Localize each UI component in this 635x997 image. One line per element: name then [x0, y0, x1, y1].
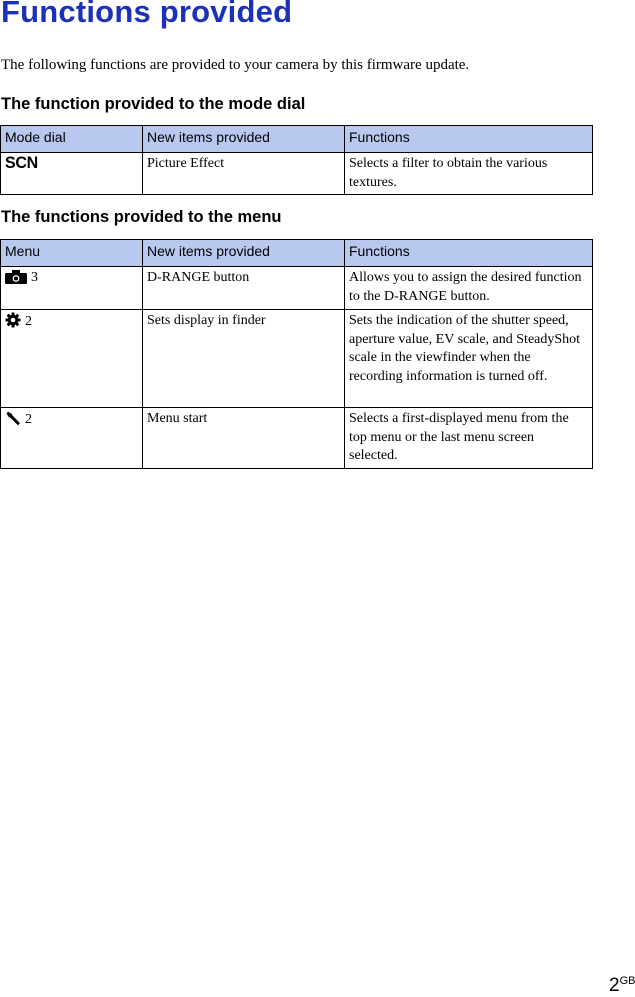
item-cell: Sets display in finder	[143, 310, 345, 408]
menu-page-number: 2	[25, 412, 32, 427]
scn-mode-label: SCN	[5, 154, 38, 173]
item-cell: Picture Effect	[143, 153, 345, 195]
mode-dial-table	[0, 125, 593, 195]
column-header: New items provided	[143, 126, 345, 153]
function-cell: Selects a filter to obtain the various textures.	[345, 153, 593, 195]
function-cell: Selects a first-displayed menu from the top menu or the last menu screen selected.	[345, 408, 593, 469]
table-row	[1, 153, 593, 195]
column-header: Functions	[345, 126, 593, 153]
table-header-row	[1, 240, 593, 267]
item-cell: D-RANGE button	[143, 267, 345, 310]
column-header: Mode dial	[1, 126, 143, 153]
menu-cell	[1, 267, 143, 310]
table-row	[1, 408, 593, 469]
page-number-suffix: GB	[619, 975, 635, 987]
menu-page-number: 3	[31, 270, 38, 285]
camera-icon	[5, 270, 27, 284]
mode-cell	[1, 153, 143, 195]
column-header: Functions	[345, 240, 593, 267]
page-number	[609, 975, 635, 997]
menu-cell	[1, 310, 143, 408]
column-header: Menu	[1, 240, 143, 267]
table-header-row	[1, 126, 593, 153]
function-cell: Sets the indication of the shutter speed, aperture value, EV scale, and SteadyShot scale in the viewfinder when the recording information is turned off.	[345, 310, 593, 408]
mode-dial-heading: The function provided to the mode dial	[1, 95, 306, 113]
intro-text: The following functions are provided to your camera by this firmware update.	[1, 57, 470, 73]
table-row	[1, 310, 593, 408]
page-title: Functions provided	[1, 0, 293, 29]
menu-page-number: 2	[25, 314, 32, 329]
menu-heading: The functions provided to the menu	[1, 208, 282, 226]
item-cell: Menu start	[143, 408, 345, 469]
function-cell: Allows you to assign the desired function to the D-RANGE button.	[345, 267, 593, 310]
menu-table	[0, 239, 593, 469]
page-number-value: 2	[609, 975, 620, 996]
gear-icon	[5, 312, 21, 328]
column-header: New items provided	[143, 240, 345, 267]
wrench-icon	[5, 410, 21, 426]
table-row	[1, 267, 593, 310]
menu-cell	[1, 408, 143, 469]
